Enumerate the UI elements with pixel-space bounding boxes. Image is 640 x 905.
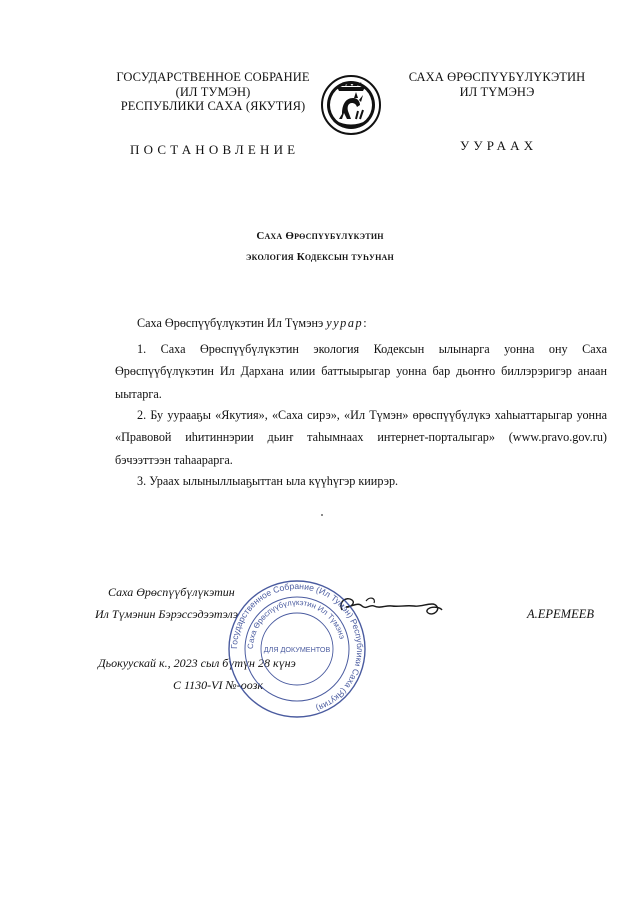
preamble-text: Саха Өрөспүүбүлүкэтин Ил Түмэнэ (137, 316, 324, 330)
preamble (137, 316, 367, 331)
coat-of-arms-icon (320, 74, 382, 136)
signatory-title-line-2: Ил Түмэнин Бэрэссэдээтэлэ (95, 607, 239, 621)
place-and-date: Дьокуускай к., 2023 сыл бүтүн 28 күнэ (98, 656, 296, 670)
stamp-outer-text: Государственное Собрание (Ил Тумэн) Республики Саха (Якутия) (228, 580, 366, 714)
stamp-center-text: ДЛЯ ДОКУМЕНТОВ (263, 645, 331, 654)
preamble-colon: : (363, 316, 367, 330)
signatory-title-line-1: Саха Өрөспүүбүлүкэтин (108, 585, 235, 599)
header-left-line-2: (ИЛ ТУМЭН) (175, 84, 251, 99)
header-left-line-1: ГОСУДАРСТВЕННОЕ СОБРАНИЕ (116, 70, 310, 84)
paragraph-2: 2. Бу уурааҕы «Якутия», «Саха сирэ», «Ил Түмэн» өрөспүүбүлүкэ хаһыаттарыгар уонна «Правовой иһитиннэрии дьиҥ таһымнаах интернет-порталыгар» (www.pravo.gov.ru) бэчээттээн таһаарарга. (115, 408, 607, 467)
header-left-block (108, 70, 318, 114)
doc-type-ru: ПОСТАНОВЛЕНИЕ (130, 142, 300, 157)
paragraph-3: 3. Ураах ылыныллыаҕыттан ыла күүһүгэр киирэр. (137, 474, 399, 488)
stray-dot (321, 514, 323, 516)
document-title-line-2: экология Кодексын туһунан (246, 251, 394, 263)
header-right-line-1: САХА ӨРӨСПҮҮБҮЛҮКЭТИН (408, 70, 586, 84)
paragraph-1: 1. Саха Өрөспүүбүлүкэтин экология Кодексын ылынарга уонна ону Саха Өрөспүүбүлүкэтин Ил Дархана илии баттыырыгар уонна бар дьоҥҥо биллэрэригэр анаан ыытарга. (115, 342, 607, 401)
preamble-verb: уурар (326, 316, 364, 330)
official-stamp (226, 578, 368, 720)
document-number: С 1130-VI №-ooзк (173, 678, 264, 692)
signatory-name: А.ЕРЕМЕЕВ (527, 607, 594, 621)
header-right-block (400, 70, 594, 99)
doc-type-sakha: УУРААХ (460, 138, 538, 153)
header-left-line-3: РЕСПУБЛИКИ САХА (ЯКУТИЯ) (120, 99, 306, 113)
document-title-line-1: Саха Өрөспүүбүлүкэтин (256, 230, 384, 242)
svg-text:Саха Өрөспүүбүлүкэтин Ил Түмэн (246, 598, 347, 649)
header-right-line-2: ИЛ ТҮМЭНЭ (459, 84, 535, 99)
stamp-inner-text: Саха Өрөспүүбүлүкэтин Ил Түмэнэ (245, 597, 347, 650)
